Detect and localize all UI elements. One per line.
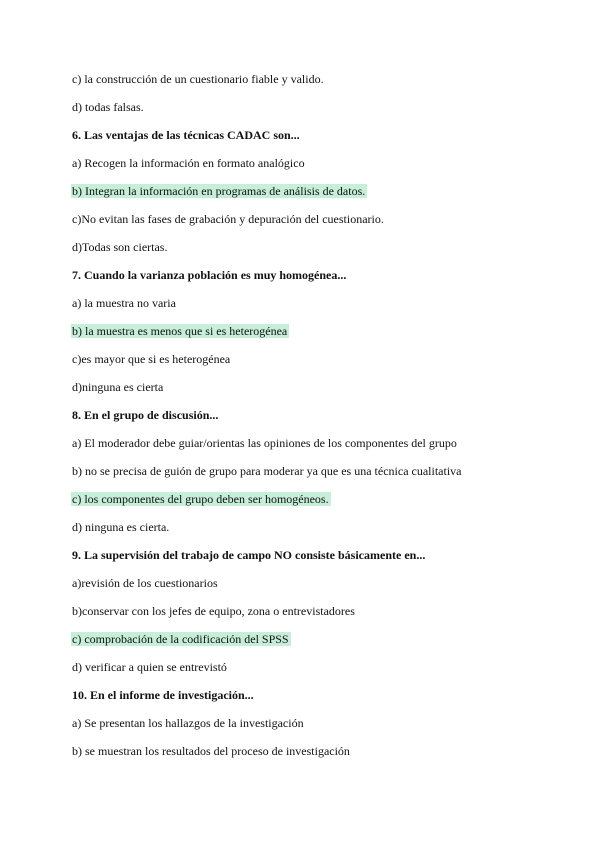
line-option: b) se muestran los resultados del proceso de investigación: [72, 744, 350, 758]
line-option: b)conservar con los jefes de equipo, zona o entrevistadores: [72, 604, 355, 618]
answer-highlight: b) la muestra es menos que si es heterogénea: [72, 324, 288, 338]
line-option: c)No evitan las fases de grabación y depuración del cuestionario.: [72, 212, 384, 226]
question-heading-10: 10. En el informe de investigación...: [72, 688, 254, 702]
line-option: a) la muestra no varia: [72, 296, 176, 310]
line-option: d)Todas son ciertas.: [72, 240, 168, 254]
line-option: a) El moderador debe guiar/orientas las opiniones de los componentes del grupo: [72, 436, 457, 450]
answer-highlight: c) los componentes del grupo deben ser homogéneos.: [72, 492, 329, 506]
line-option: d) ninguna es cierta.: [72, 520, 170, 534]
line-option-correct: [72, 632, 291, 647]
question-heading-6: 6. Las ventajas de las técnicas CADAC son...: [72, 128, 300, 142]
line-option: d) todas falsas.: [72, 100, 144, 114]
question-heading-8: 8. En el grupo de discusión...: [72, 408, 219, 422]
line-option: d)ninguna es cierta: [72, 380, 164, 394]
line-option: a) Recogen la información en formato analógico: [72, 156, 305, 170]
line-option: b) no se precisa de guión de grupo para moderar ya que es una técnica cualitativa: [72, 464, 462, 478]
answer-highlight: c) comprobación de la codificación del SPSS: [72, 632, 289, 646]
line-option: d) verificar a quien se entrevistó: [72, 660, 227, 674]
line-option-correct: [72, 492, 331, 507]
line-option-correct: [72, 324, 289, 339]
question-heading-9: 9. La supervisión del trabajo de campo NO consiste básicamente en...: [72, 548, 426, 562]
line-option: c) la construcción de un cuestionario fiable y valido.: [72, 72, 324, 86]
line-option: a)revisión de los cuestionarios: [72, 576, 218, 590]
line-option: a) Se presentan los hallazgos de la investigación: [72, 716, 304, 730]
line-option: c)es mayor que si es heterogénea: [72, 352, 231, 366]
question-heading-7: 7. Cuando la varianza población es muy homogénea...: [72, 268, 347, 282]
answer-highlight: b) Integran la información en programas de análisis de datos.: [72, 184, 366, 198]
line-option-correct: [72, 184, 367, 199]
